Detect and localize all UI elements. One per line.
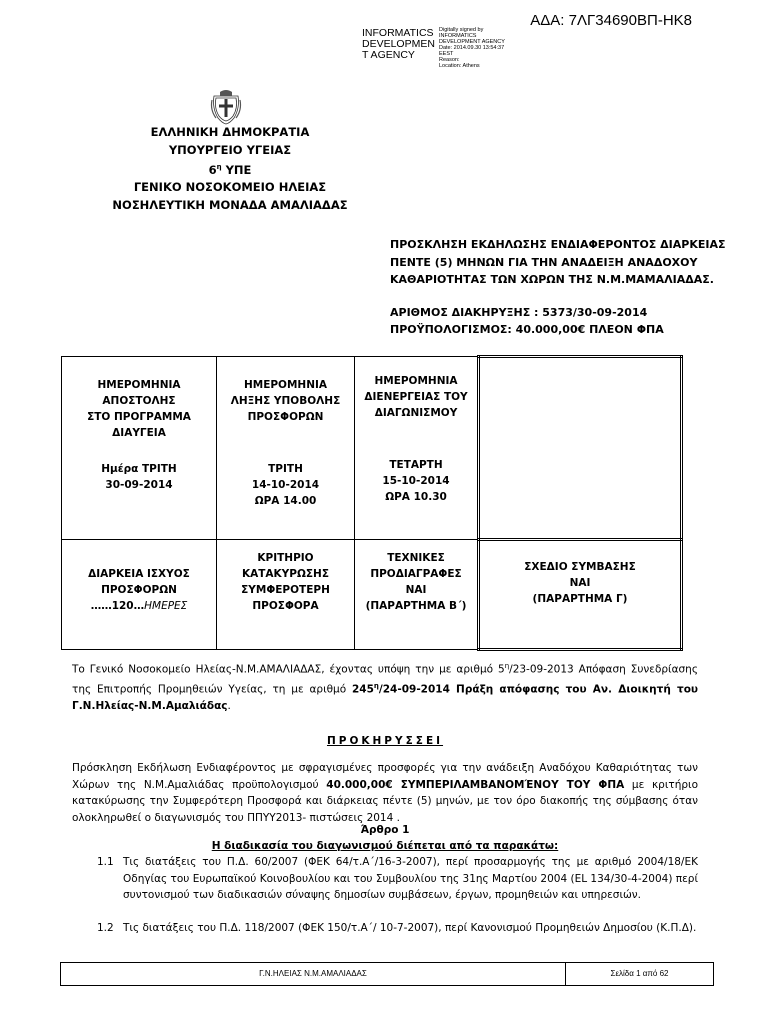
validity-days-value: ……120… bbox=[90, 600, 145, 612]
prokirissei-heading: ΠΡΟΚΗΡΥΣΣΕΙ bbox=[326, 735, 444, 747]
empty-cell bbox=[479, 357, 682, 540]
signature-details bbox=[439, 27, 529, 69]
signature-name: INFORMATICS DEVELOPMEN T AGENCY bbox=[362, 27, 435, 61]
declaration-number: ΑΡΙΘΜΟΣ ΔΙΑΚΗΡΥΞΗΣ : 5373/30-09-2014 bbox=[390, 305, 648, 319]
footer-page-number: Σελίδα 1 από 62 bbox=[610, 969, 669, 978]
dispatch-date-cell bbox=[62, 357, 217, 540]
text-sup: η bbox=[504, 662, 510, 670]
tech-specs-cell bbox=[355, 540, 479, 650]
signature-line: Date: 2014.09.30 13:54:37 bbox=[439, 45, 505, 51]
ype-sup: η bbox=[216, 163, 222, 171]
cell-line: ΗΜΕΡΟΜΗΝΙΑ bbox=[243, 379, 328, 391]
signature-line: DEVELOPMENT AGENCY bbox=[439, 39, 505, 45]
cell-line: ΛΗΞΗΣ ΥΠΟΒΟΛΗΣ bbox=[230, 395, 341, 407]
cell-line: ΤΡΙΤΗ bbox=[268, 463, 303, 475]
cell-line: ΩΡΑ 14.00 bbox=[254, 495, 317, 507]
ype-rest: ΥΠΕ bbox=[221, 162, 252, 177]
list-item bbox=[97, 854, 698, 904]
list-number: 1.1 bbox=[97, 856, 114, 868]
page-footer bbox=[60, 962, 714, 986]
list-number: 1.2 bbox=[97, 922, 114, 934]
greek-coat-of-arms-emblem-icon bbox=[208, 86, 244, 126]
cell-line: ΗΜΕΡΟΜΗΝΙΑ bbox=[374, 375, 458, 387]
text-bold: /24-09-2014 Πράξη απόφασης του Αν. Διοικητή του Γ.Ν.Ηλείας-Ν.Μ.Αμαλιάδας bbox=[72, 683, 698, 712]
cell-line: (ΠΑΡΑΡΤΗΜΑ Β΄) bbox=[365, 600, 467, 612]
notice-title-line: ΠΡΟΣΚΛΗΣΗ ΕΚΔΗΛΩΣΗΣ ΕΝΔΙΑΦΕΡΟΝΤΟΣ ΔΙΑΡΚΕΙΑΣ bbox=[390, 238, 726, 251]
list-item bbox=[97, 920, 698, 937]
cell-line: ΔΙΑΡΚΕΙΑ ΙΣΧΥΟΣ bbox=[88, 568, 190, 580]
cell-line: 15-10-2014 bbox=[382, 475, 450, 487]
list-text: Τις διατάξεις του Π.Δ. 118/2007 (ΦΕΚ 150/τ.Α΄/ 10-7-2007), περί Κανονισμού Προμηθειών Δημοσίου (Κ.Π.Δ). bbox=[123, 922, 697, 934]
cell-line: ΔΙΑΓΩΝΙΣΜΟΥ bbox=[374, 407, 458, 419]
intro-paragraph bbox=[72, 658, 698, 715]
validity-days-unit: ΗΜΕΡΕΣ bbox=[144, 600, 188, 612]
notice-title-line: ΠΕΝΤΕ (5) ΜΗΝΩΝ ΓΙΑ ΤΗΝ ΑΝΑΔΕΙΞΗ ΑΝΑΔΟΧΟΥ bbox=[390, 255, 698, 269]
ada-code: ΑΔΑ: 7ΛΓ34690ΒΠ-ΗΚ8 bbox=[530, 12, 692, 29]
article-title: Άρθρο 1 bbox=[360, 824, 410, 836]
signature-line: EEST bbox=[439, 51, 454, 57]
footer-organization: Γ.Ν.ΗΛΕΙΑΣ Ν.Μ.ΑΜΑΛΙΑΔΑΣ bbox=[61, 963, 566, 985]
text-bold: 40.000,00€ ΣΥΜΠΕΡΙΛΑΜΒΑΝΟΜΈΝΟΥ ΤΟΥ ΦΠΑ bbox=[326, 778, 625, 791]
cell-line: 30-09-2014 bbox=[105, 479, 173, 491]
budget-line: ΠΡΟΫΠΟΛΟΓΙΣΜΟΣ: 40.000,00€ ΠΛΕΟΝ ΦΠΑ bbox=[390, 323, 664, 336]
signature-line: Reason: bbox=[439, 57, 460, 63]
dates-table bbox=[61, 355, 683, 651]
table-row bbox=[62, 357, 682, 540]
cell-line: Ημέρα ΤΡΙΤΗ bbox=[101, 463, 177, 475]
award-criterion-cell bbox=[217, 540, 355, 650]
article-subtitle: Η διαδικασία του διαγωνισμού διέπεται από τα παρακάτω: bbox=[211, 840, 559, 852]
signature-line: Digitally signed by bbox=[439, 27, 484, 33]
signature-line: INFORMATICS bbox=[439, 33, 477, 39]
ministry-line: ΥΠΟΥΡΓΕΙΟ ΥΓΕΙΑΣ bbox=[168, 142, 292, 157]
table-row bbox=[62, 540, 682, 650]
cell-line: ΣΤΟ ΠΡΟΓΡΑΜΜΑ bbox=[87, 411, 191, 423]
tender-date-cell bbox=[355, 357, 479, 540]
deadline-date-cell bbox=[217, 357, 355, 540]
notice-block bbox=[390, 236, 750, 339]
issuer-header bbox=[90, 124, 370, 214]
notice-title-line: ΚΑΘΑΡΙΟΤΗΤΑΣ ΤΩΝ ΧΩΡΩΝ ΤΗΣ Ν.Μ.ΜΑΜΑΛΙΑΔΑΣ. bbox=[390, 273, 714, 286]
cell-line: ΝΑΙ bbox=[569, 577, 591, 589]
cell-line: ΠΡΟΣΦΟΡΑ bbox=[252, 600, 319, 612]
text-sup: η bbox=[373, 682, 379, 690]
contract-draft-cell bbox=[479, 540, 682, 650]
cell-line: ΣΧΕΔΙΟ ΣΥΜΒΑΣΗΣ bbox=[524, 561, 636, 573]
cell-line: ΠΡΟΣΦΟΡΩΝ bbox=[101, 584, 177, 596]
cell-line: ΣΥΜΦΕΡΟΤΕΡΗ bbox=[241, 584, 330, 596]
cell-line: ΝΑΙ bbox=[405, 584, 427, 596]
cell-line: ΚΑΤΑΚΥΡΩΣΗΣ bbox=[241, 568, 330, 580]
text-run: . bbox=[227, 700, 231, 712]
cell-line: ΤΕΧΝΙΚΕΣ bbox=[387, 552, 445, 564]
cell-line: ΚΡΙΤΗΡΙΟ bbox=[257, 552, 314, 564]
ype-number: 6 bbox=[208, 162, 217, 177]
cell-line: ΗΜΕΡΟΜΗΝΙΑ bbox=[97, 379, 181, 391]
main-paragraph bbox=[72, 760, 698, 826]
cell-line: 14-10-2014 bbox=[251, 479, 320, 491]
cell-line: ΔΙΕΝΕΡΓΕΙΑΣ ΤΟΥ bbox=[364, 391, 468, 403]
cell-line: ΔΙΑΥΓΕΙΑ bbox=[112, 427, 166, 439]
text-run: /23-09-2013 Απόφαση Συνεδρίασης της Επιτροπής Προμηθειών Υγείας, τη με αριθμό bbox=[72, 663, 698, 696]
hospital-line: ΓΕΝΙΚΟ ΝΟΣΟΚΟΜΕΙΟ ΗΛΕΙΑΣ bbox=[133, 180, 327, 195]
cell-line: (ΠΑΡΑΡΤΗΜΑ Γ) bbox=[532, 593, 628, 605]
text-run: Πρόσκληση Εκδήλωση Ενδιαφέροντος με σφραγισμένες προσφορές για την ανάδειξη Αναδόχου Καθαριότητας των Χώρων της Ν.Μ.Αμαλιάδας προϋπολογισμού bbox=[72, 762, 698, 791]
text-run: με κριτήριο κατακύρωσης την Συμφερότερη Προσφορά και διάρκειας πέντε (5) μηνών, με τον όρο διακοπής της σύμβασης όταν ολοκληρωθεί ο διαγωνισμός του ΠΠΥΥ2013- πιστώσεις 2014 . bbox=[72, 778, 698, 824]
text-run: Το Γενικό Νοσοκομείο Ηλείας-Ν.Μ.ΑΜΑΛΙΑΔΑΣ, έχοντας υπόψη την με αριθμό 5 bbox=[72, 663, 505, 676]
cell-line: ΑΠΟΣΤΟΛΗΣ bbox=[102, 395, 176, 407]
cell-line: ΠΡΟΔΙΑΓΡΑΦΕΣ bbox=[370, 568, 462, 580]
country-line: ΕΛΛΗΝΙΚΗ ΔΗΜΟΚΡΑΤΙΑ bbox=[150, 125, 310, 139]
signature-line: Location: Athens bbox=[439, 63, 480, 69]
cell-line: ΤΕΤΑΡΤΗ bbox=[389, 459, 443, 471]
list-text: Τις διατάξεις του Π.Δ. 60/2007 (ΦΕΚ 64/τ.Α΄/16-3-2007), περί προσαρμογής της με αριθμό 2004/18/ΕΚ Οδηγίας του Ευρωπαϊκού Κοινοβουλίου και του Συμβουλίου της 31ης Μαρτίου 2004 (EL 134/30-4-2004) περί συντονισμού των διαδικασιών σύναψης δημοσίων συμβάσεων, έργων, προμηθειών και υπηρεσιών. bbox=[123, 856, 698, 901]
cell-line: ΩΡΑ 10.30 bbox=[385, 491, 447, 503]
ype-line bbox=[90, 159, 370, 179]
validity-cell bbox=[62, 540, 217, 650]
cell-line: ΠΡΟΣΦΟΡΩΝ bbox=[247, 411, 324, 423]
text-bold: 245 bbox=[352, 683, 374, 696]
unit-line: ΝΟΣΗΛΕΥΤΙΚΗ ΜΟΝΑΔΑ ΑΜΑΛΙΑΔΑΣ bbox=[112, 197, 348, 212]
